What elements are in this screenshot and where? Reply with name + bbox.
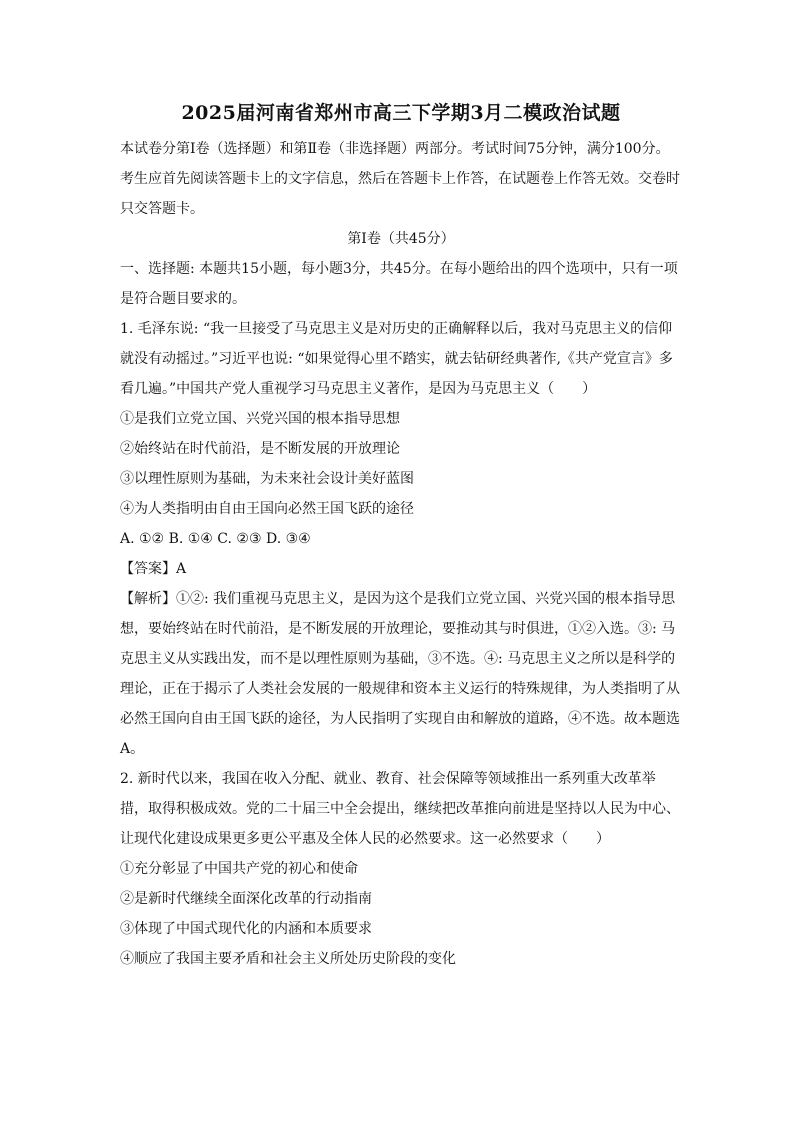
- question-1-option-1: ①是我们立党立国、兴党兴国的根本指导思想: [120, 411, 400, 427]
- question-1: [120, 314, 682, 764]
- document-title: 2025届河南省郑州市高三下学期3月二模政治试题: [181, 102, 621, 124]
- analysis-label: 【解析】: [120, 591, 176, 607]
- question-1-option-3: ③以理性原则为基础，为未来社会设计美好蓝图: [120, 471, 414, 487]
- question-1-choices: A. ①② B. ①④ C. ②③ D. ③④: [120, 531, 311, 547]
- intro-paragraph-1: 本试卷分第Ⅰ卷（选择题）和第Ⅱ卷（非选择题）两部分。考试时间75分钟，满分100分。: [120, 141, 670, 157]
- question-2-stem: 2. 新时代以来，我国在收入分配、就业、教育、社会保障等领域推出一系列重大改革举措，取得积极成效。党的二十届三中全会提出，继续把改革推向前进是坚持以人民为中心、让现代化建设成果更多更公平惠及全体人民的必然要求。这一必然要求（ ）: [120, 771, 680, 847]
- question-1-answer: [120, 554, 682, 584]
- intro-paragraph-2: 考生应首先阅读答题卡上的文字信息，然后在答题卡上作答，在试题卷上作答无效。交卷时只交答题卡。: [120, 171, 680, 217]
- question-2-option-3: ③体现了中国式现代化的内涵和本质要求: [120, 921, 372, 937]
- answer-value: A: [176, 561, 187, 577]
- section-instruction: 一、选择题: 本题共15小题，每小题3分，共45分。在每小题给出的四个选项中，只有一项是符合题目要求的。: [120, 261, 678, 307]
- question-2-option-2: ②是新时代继续全面深化改革的行动指南: [120, 891, 372, 907]
- question-1-option-2: ②始终站在时代前沿，是不断发展的开放理论: [120, 441, 400, 457]
- question-1-analysis: [120, 584, 682, 764]
- answer-label: 【答案】: [120, 561, 176, 577]
- question-1-option-4: ④为人类指明由自由王国向必然王国飞跃的途径: [120, 501, 414, 517]
- section-title: 第Ⅰ卷（共45分）: [347, 231, 455, 247]
- analysis-text: ①②: 我们重视马克思主义，是因为这个是我们立党立国、兴党兴国的根本指导思想，要始终站在时代前沿，是不断发展的开放理论，要推动其与时俱进，①②入选。③: 马克思主义从实践出发，而不是以理性原则为基础，③不选。④: 马克思主义之所以是科学的理论，正在于揭示了人类社会发展的一般规律和资本主义运行的特殊规律，为人类指明了从必然王国向自由王国飞跃的途径，为人民指明了实现自由和解放的道路，④不选。故本题选A。: [120, 591, 680, 757]
- question-2: [120, 764, 682, 974]
- question-2-option-1: ①充分彰显了中国共产党的初心和使命: [120, 861, 358, 877]
- question-1-stem: 1. 毛泽东说: “我一旦接受了马克思主义是对历史的正确解释以后，我对马克思主义的信仰就没有动摇过。”习近平也说: “如果觉得心里不踏实，就去钻研经典著作,《共产党宣言》多看几遍。”中国共产党人重视学习马克思主义著作，是因为马克思主义（ ）: [120, 321, 673, 397]
- question-2-option-4: ④顺应了我国主要矛盾和社会主义所处历史阶段的变化: [120, 951, 456, 967]
